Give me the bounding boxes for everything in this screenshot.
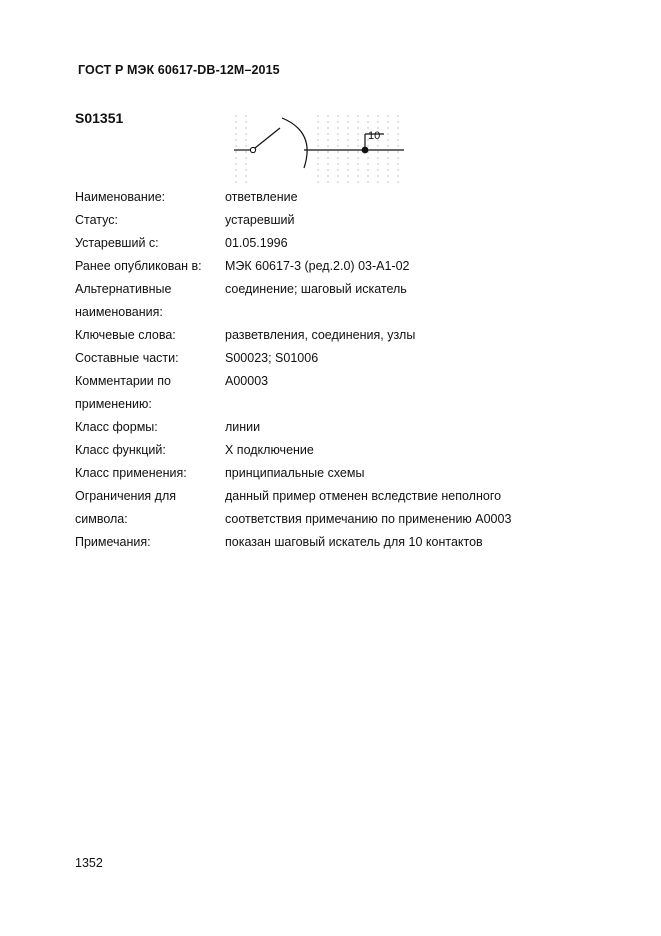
field-value-line: A00003 — [225, 374, 269, 388]
page-number: 1352 — [75, 856, 103, 870]
field-value — [225, 347, 595, 370]
field-value-line: X подключение — [225, 443, 314, 457]
field-value — [225, 278, 595, 301]
field-value — [225, 531, 595, 554]
field-value — [225, 462, 595, 485]
field-label-line: Составные части: — [75, 351, 179, 365]
field-value — [225, 370, 595, 393]
field-value — [225, 232, 595, 255]
field-value-line: соответствия примечанию по применению A0003 — [225, 512, 512, 526]
field-value-line: устаревший — [225, 213, 295, 227]
field-value — [225, 186, 595, 209]
field-label — [75, 370, 223, 416]
field-value-line: разветвления, соединения, узлы — [225, 328, 416, 342]
field-value — [225, 416, 595, 439]
field-label-line: Примечания: — [75, 535, 151, 549]
field-label — [75, 255, 223, 278]
field-value — [225, 324, 595, 347]
field-value — [225, 485, 595, 531]
field-value-line: принципиальные схемы — [225, 466, 365, 480]
field-value-line: линии — [225, 420, 261, 434]
field-label-line: Класс функций: — [75, 443, 166, 457]
field-value — [225, 255, 595, 278]
field-label-line: применению: — [75, 397, 152, 411]
field-label-line: Ключевые слова: — [75, 328, 176, 342]
field-value-line: данный пример отменен вследствие неполного — [225, 489, 502, 503]
symbol-code: S01351 — [75, 110, 124, 126]
field-label — [75, 439, 223, 462]
field-label — [75, 485, 223, 531]
field-label-line: символа: — [75, 512, 128, 526]
field-label-line: Наименование: — [75, 190, 166, 204]
field-value-line: S00023; S01006 — [225, 351, 319, 365]
field-label — [75, 324, 223, 347]
field-label — [75, 209, 223, 232]
field-label — [75, 186, 223, 209]
field-label-line: Класс применения: — [75, 466, 187, 480]
field-value-line: МЭК 60617-3 (ред.2.0) 03-А1-02 — [225, 259, 410, 273]
field-label-line: наименования: — [75, 305, 163, 319]
field-value — [225, 209, 595, 232]
field-label — [75, 531, 223, 554]
field-label — [75, 347, 223, 370]
document-header: ГОСТ Р МЭК 60617-DB-12M–2015 — [78, 63, 280, 77]
stepping-switch-symbol — [228, 110, 404, 190]
field-label-line: Статус: — [75, 213, 118, 227]
field-label-line: Альтернативные — [75, 282, 172, 296]
field-label-line: Устаревший с: — [75, 236, 159, 250]
field-label — [75, 416, 223, 439]
field-label — [75, 232, 223, 255]
field-value-line: соединение; шаговый искатель — [225, 282, 407, 296]
field-label-line: Ранее опубликован в: — [75, 259, 202, 273]
field-label-line: Ограничения для — [75, 489, 177, 503]
field-value — [225, 439, 595, 462]
field-label — [75, 462, 223, 485]
field-label-line: Комментарии по — [75, 374, 171, 388]
field-label — [75, 278, 223, 324]
contact-count-label: 10 — [368, 130, 381, 142]
field-value-line: показан шаговый искатель для 10 контактов — [225, 535, 483, 549]
field-value-line: 01.05.1996 — [225, 236, 288, 250]
field-value-line: ответвление — [225, 190, 298, 204]
field-label-line: Класс формы: — [75, 420, 158, 434]
